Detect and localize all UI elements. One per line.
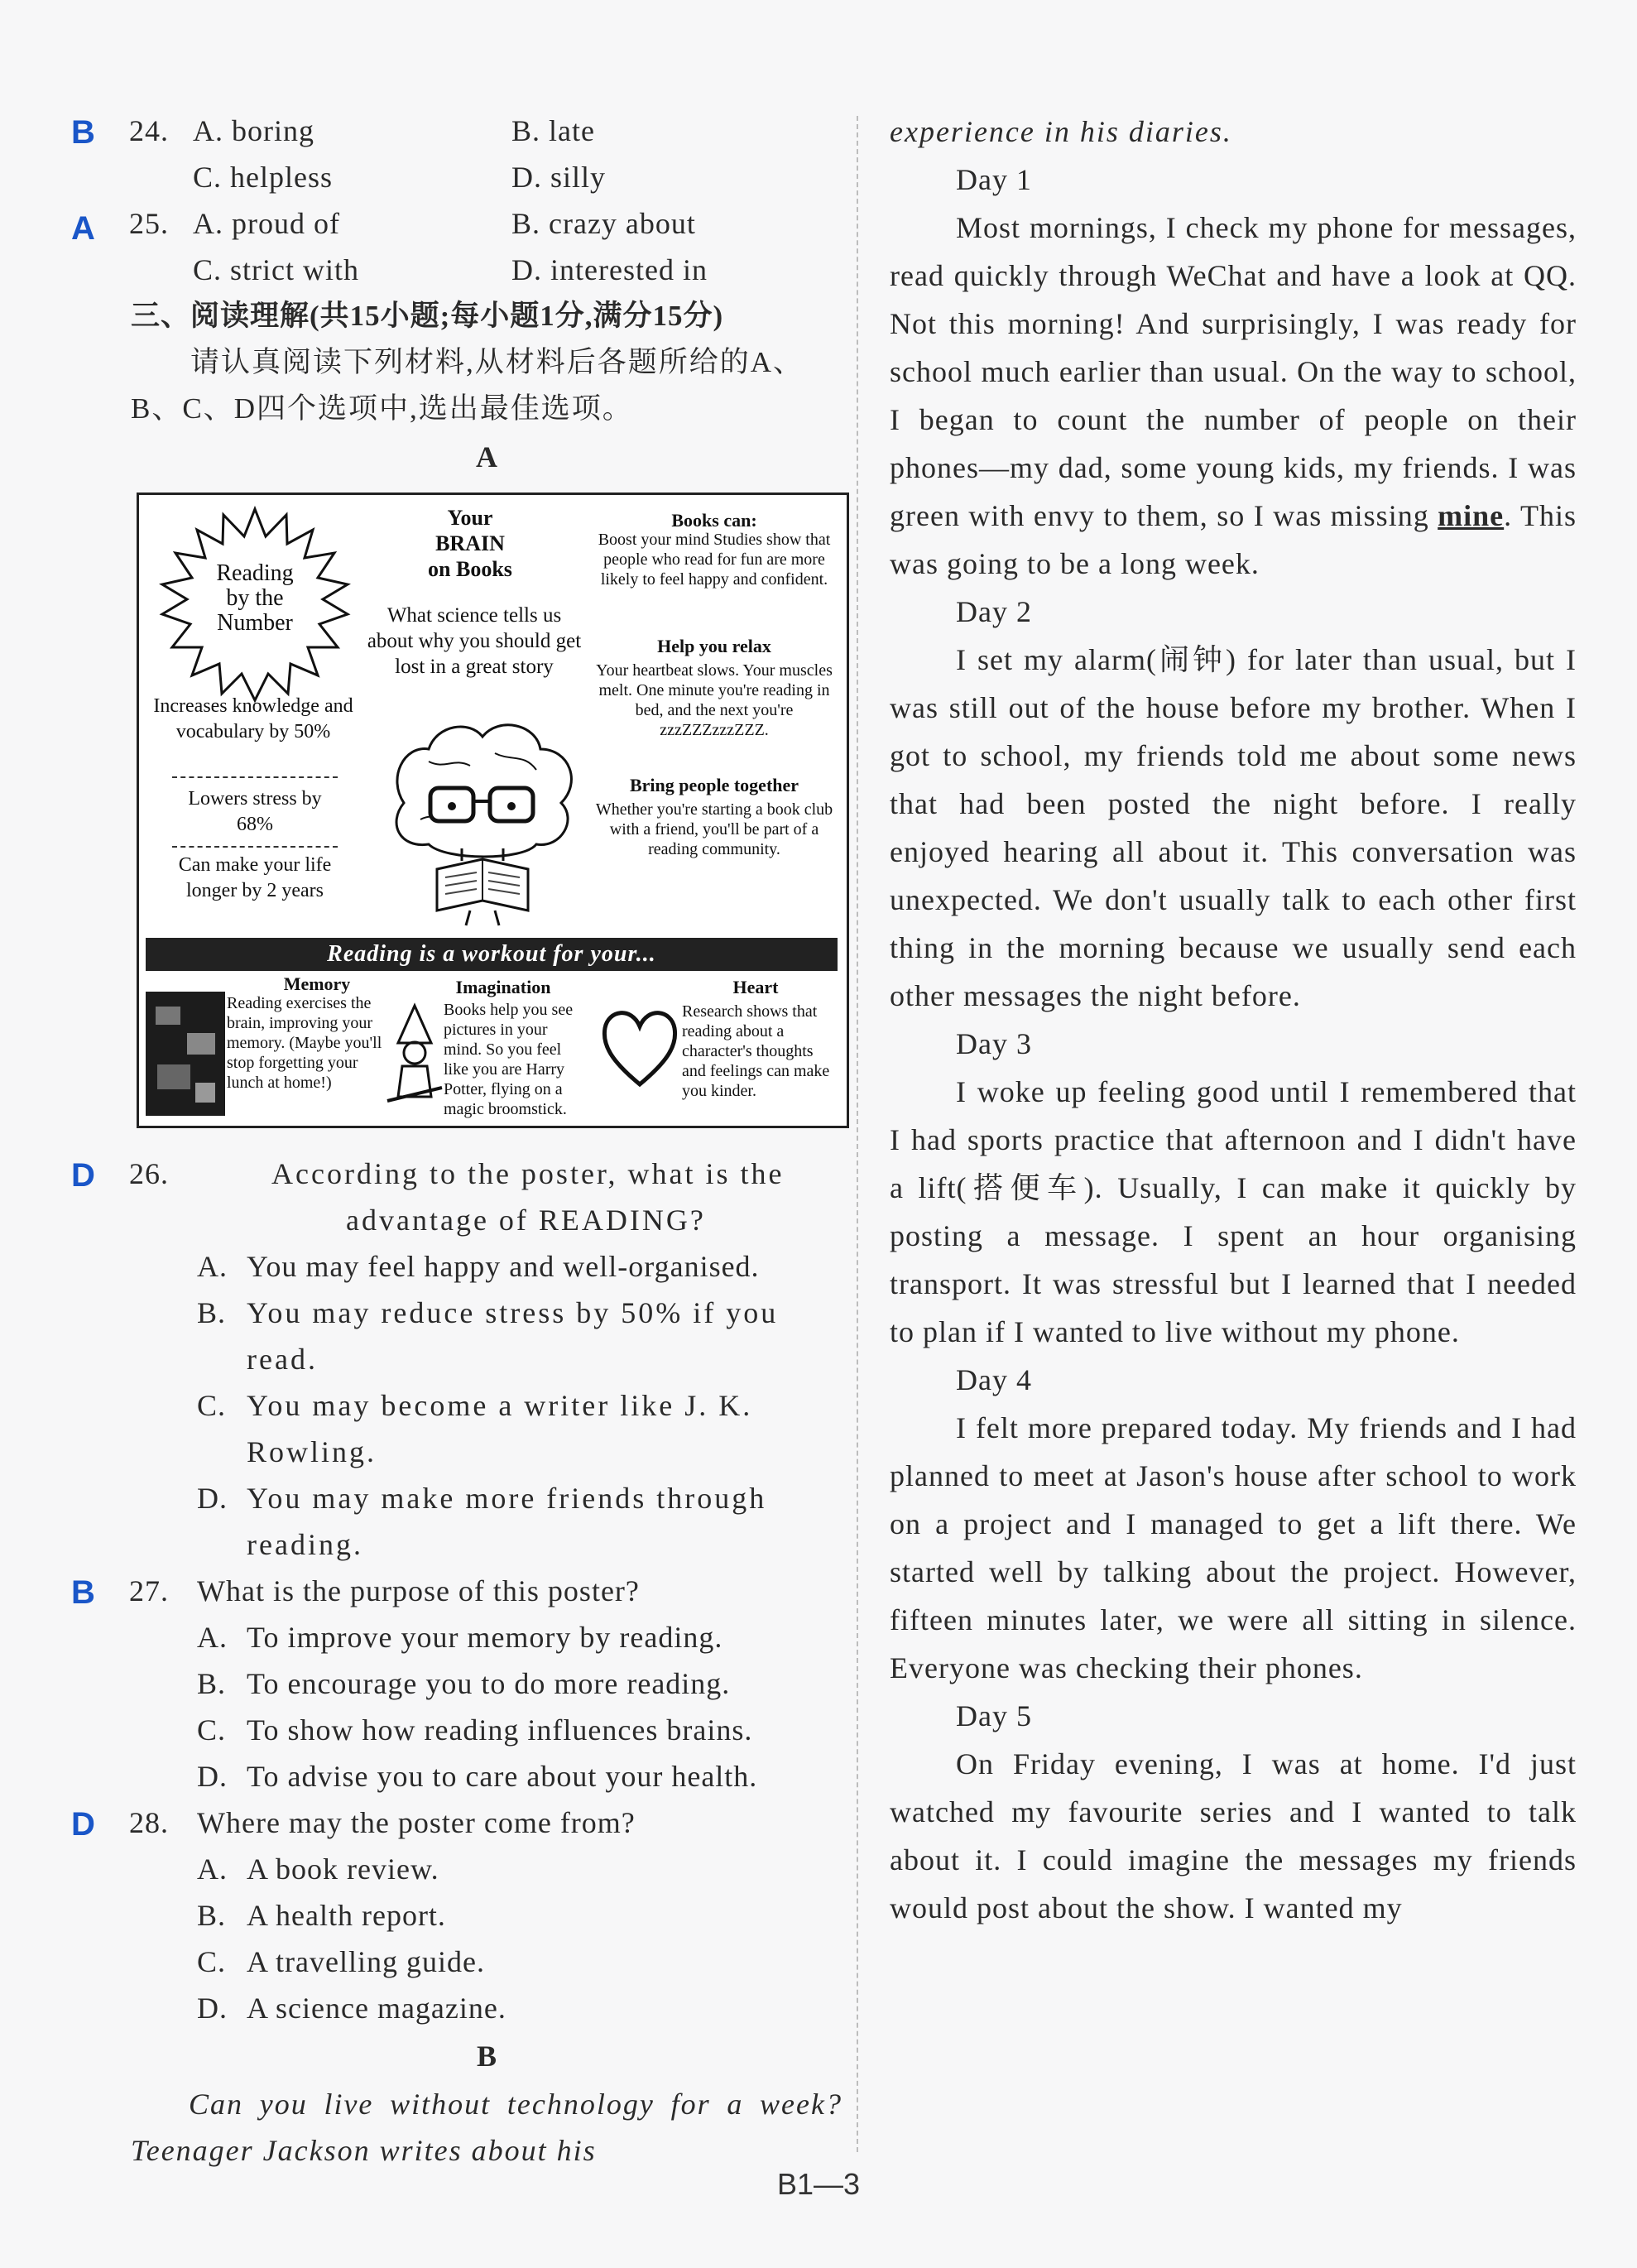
brain-title-line: Your: [447, 506, 493, 530]
option-d: D. silly: [511, 161, 607, 194]
answer-mark: B: [71, 114, 96, 151]
stat-stress: Lowers stress by 68%: [188, 788, 322, 835]
stat-knowledge: Increases knowledge and vocabulary by 50%: [153, 695, 353, 742]
underlined-word: mine: [1438, 499, 1505, 532]
together-text: Whether you're starting a book club with a friend, you'll be part of a reading community.: [595, 800, 833, 858]
together-title: Bring people together: [629, 775, 799, 795]
memory-title: Memory: [283, 973, 351, 994]
workout-banner: Reading is a workout for your...: [146, 938, 838, 971]
section-title: 三、阅读理解(共15小题;每小题1分,满分15分): [131, 300, 724, 332]
passage-b-heading: B: [476, 2040, 497, 2073]
question-stem: Where may the poster come from?: [197, 1806, 636, 1839]
brain-title-line: BRAIN: [435, 531, 505, 555]
burst-line: Number: [217, 610, 293, 636]
day-4-paragraph: I felt more prepared today. My friends and I had planned to meet at Jason's house after school to work on a project and I managed to get a lift there. We started well by talking about the project. However, fifteen minutes later, we were all sitting in silence. Everyone was checking their phones.: [890, 1411, 1577, 1684]
option-text: To show how reading influences brains.: [247, 1713, 753, 1747]
option-text: You may make more friends through reading.: [247, 1482, 767, 1561]
option-d: D. interested in: [511, 253, 708, 286]
question-stem: What is the purpose of this poster?: [197, 1574, 640, 1607]
option-c: C. helpless: [193, 161, 333, 194]
option-d: D. You may make more friends through reading.: [73, 1475, 843, 1568]
heart-title: Heart: [732, 977, 779, 997]
reading-poster: [137, 493, 849, 1128]
memory-text: Reading exercises the brain, improving your memory. (Maybe you'll stop forgetting your lunch at home!): [227, 994, 382, 1092]
imagination-text: Books help you see pictures in your mind. So you feel like you are Harry Potter, flying on a magic broomstick.: [444, 1001, 574, 1118]
brain-title: [371, 505, 569, 582]
answer-mark: B: [71, 1574, 96, 1611]
books-can-text: Boost your mind Studies show that people who read for fun are more likely to feel happy and confident.: [598, 531, 831, 589]
burst-text: [189, 561, 321, 636]
burst-line: by the: [226, 585, 284, 611]
answer-mark: D: [71, 1806, 96, 1843]
day-2-heading: Day 2: [956, 595, 1032, 628]
option-text: A travelling guide.: [247, 1945, 485, 1978]
option-b: B. A health report.: [73, 1892, 843, 1939]
answer-mark: A: [71, 210, 96, 247]
left-column: [73, 108, 843, 2174]
option-b: B. You may reduce stress by 50% if you read.: [73, 1290, 843, 1382]
stat-divider: [172, 846, 338, 848]
option-b: B. late: [511, 114, 595, 147]
option-text: To encourage you to do more reading.: [247, 1667, 731, 1700]
question-number: 27.: [129, 1574, 169, 1607]
day-4-heading: Day 4: [956, 1363, 1032, 1396]
paragraph-text: Most mornings, I check my phone for messages, read quickly through WeChat and have a look at QQ. Not this morning! And surprisingly, I was ready for school much earlier than usual. On the way to school, I began to count the number of people on their phones—my dad, some young kids, my friends. I was green with envy to them, so I was missing: [890, 211, 1577, 532]
column-divider: [857, 116, 858, 2152]
option-a: A. boring: [193, 114, 314, 147]
question-27: [73, 1568, 843, 1614]
day-5-paragraph: On Friday evening, I was at home. I'd just watched my favourite series and I wanted to talk about it. I could imagine the messages my friends would post about the show. I wanted my: [890, 1747, 1577, 1924]
day-3-paragraph: I woke up feeling good until I remembered that I had sports practice that afternoon and I didn't have a lift(搭便车). Usually, I can make it quickly by posting a message. I spent an hour organising transport. It was stressful but I learned that I needed to plan if I wanted to live without my phone.: [890, 1075, 1577, 1348]
option-text: A science magazine.: [247, 1992, 506, 2025]
page-number: B1—3: [776, 2167, 861, 2201]
option-text: To improve your memory by reading.: [247, 1621, 723, 1654]
wizard-illustration: [386, 1002, 444, 1117]
question-24: [73, 108, 843, 200]
day-2-paragraph: I set my alarm(闹钟) for later than usual, but I was still out of the house before my brother. When I got to school, my friends told me about some news that had been posted the night before. I really enjoyed hearing all about it. This conversation was unexpected. We don't usually talk to each other first thing in the morning because we usually send each other messages the night before.: [890, 643, 1577, 1012]
option-b: B. To encourage you to do more reading.: [73, 1660, 843, 1707]
option-text: You may become a writer like J. K. Rowling.: [247, 1389, 753, 1468]
question-number: 26.: [129, 1157, 169, 1190]
option-text: To advise you to care about your health.: [247, 1760, 758, 1793]
books-can-title: Books can:: [671, 510, 757, 531]
option-c: C. You may become a writer like J. K. Rowling.: [73, 1382, 843, 1475]
relax-title: Help you relax: [657, 636, 771, 656]
stat-life: Can make your life longer by 2 years: [178, 854, 332, 901]
question-25: [73, 200, 843, 293]
option-c: C. strict with: [193, 253, 359, 286]
passage-b-intro: Can you live without technology for a week? Teenager Jackson writes about his: [131, 2088, 843, 2167]
passage-a-heading: A: [476, 440, 497, 473]
option-a: A. To improve your memory by reading.: [73, 1614, 843, 1660]
burst-line: Reading: [216, 560, 294, 586]
option-a: A. You may feel happy and well-organised.: [73, 1243, 843, 1290]
option-a: A. proud of: [193, 207, 340, 240]
option-d: D. A science magazine.: [73, 1985, 843, 2031]
option-d: D. To advise you to care about your health.: [73, 1753, 843, 1800]
option-text: You may feel happy and well-organised.: [247, 1250, 760, 1283]
option-c: C. A travelling guide.: [73, 1939, 843, 1985]
question-number: 28.: [129, 1806, 169, 1839]
brain-character-illustration: [379, 712, 586, 927]
day-3-heading: Day 3: [956, 1027, 1032, 1060]
brain-subtitle: What science tells us about why you should get lost in a great story: [367, 604, 582, 678]
day-1-heading: Day 1: [956, 163, 1032, 196]
passage-b-intro-end: experience in his diaries.: [890, 115, 1232, 148]
paragraph-text: . This was going to be a long week.: [890, 499, 1577, 580]
relax-text: Your heartbeat slows. Your muscles melt. One minute you're reading in bed, and the next you're zzzZZZzzzZZZ.: [596, 661, 833, 739]
option-text: You may reduce stress by 50% if you read.: [247, 1296, 779, 1376]
day-1-paragraph: [890, 204, 1577, 588]
option-a: A. A book review.: [73, 1846, 843, 1892]
option-b: B. crazy about: [511, 207, 696, 240]
question-28: [73, 1800, 843, 1846]
question-26: [73, 1151, 843, 1243]
instruction: 请认真阅读下列材料,从材料后各题所给的A、B、C、D四个选项中,选出最佳选项。: [131, 346, 804, 425]
answer-mark: D: [71, 1157, 96, 1194]
memory-photo-illustration: [146, 992, 225, 1116]
stat-divider: [172, 776, 338, 778]
heart-icon: [598, 1002, 681, 1093]
question-number: 24.: [129, 114, 169, 147]
heart-text: Research shows that reading about a character's thoughts and feelings can make you kinder.: [682, 1002, 830, 1100]
brain-title-line: on Books: [428, 557, 512, 581]
right-column: [890, 108, 1577, 1932]
option-text: A book review.: [247, 1852, 439, 1886]
question-stem: According to the poster, what is the advantage of READING?: [271, 1157, 785, 1237]
option-c: C. To show how reading influences brains.: [73, 1707, 843, 1753]
day-5-heading: Day 5: [956, 1699, 1032, 1732]
imagination-title: Imagination: [455, 977, 551, 997]
question-number: 25.: [129, 207, 169, 240]
option-text: A health report.: [247, 1899, 446, 1932]
